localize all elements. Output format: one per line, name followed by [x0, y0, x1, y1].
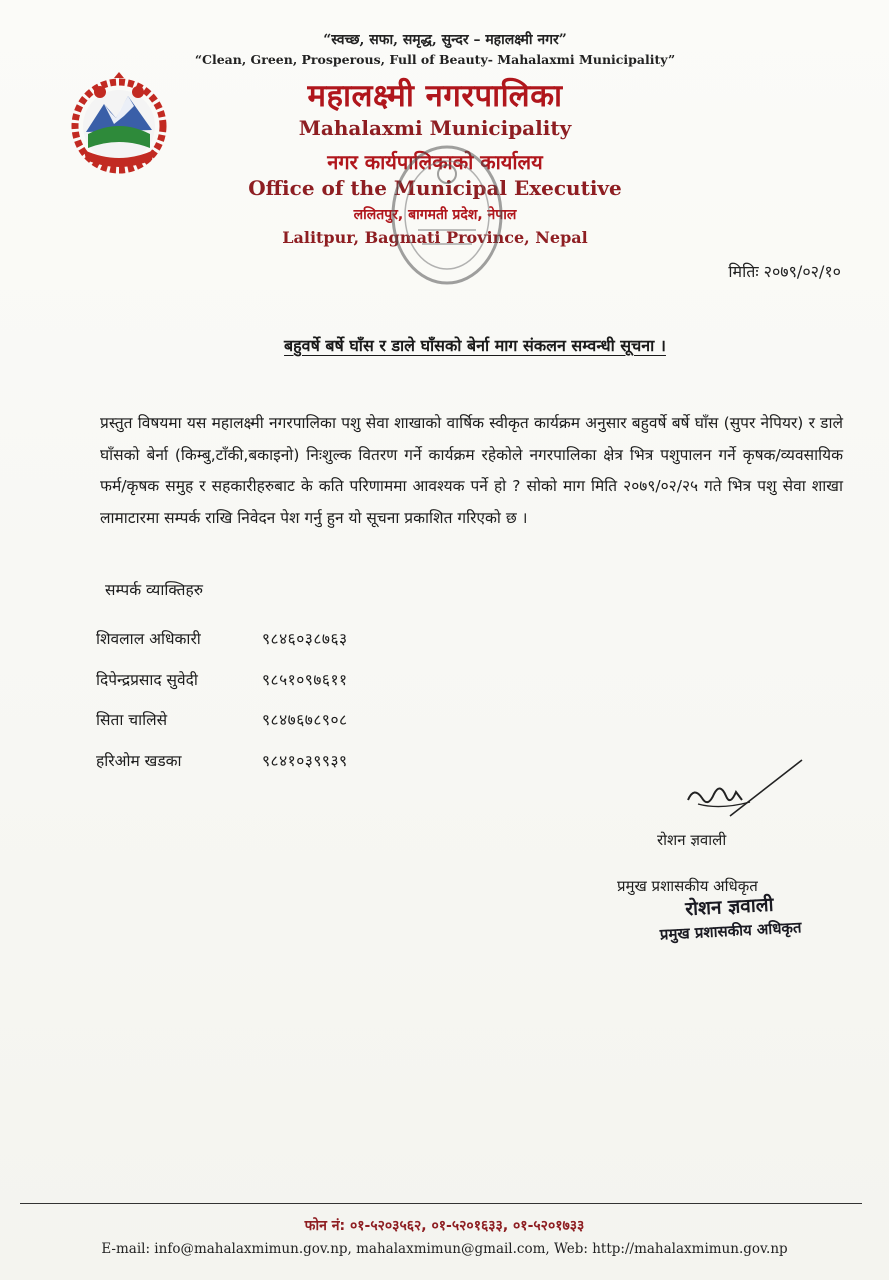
contact-name: हरिओम खडका: [96, 751, 182, 770]
contact-phone: ९८४१०३९९३९: [262, 751, 348, 770]
footer-phone: फोन नं: ०१-५२०३५६२, ०१-५२०१६३३, ०१-५२०१७३३: [304, 1218, 585, 1234]
contacts-heading: सम्पर्क व्याक्तिहरु: [105, 581, 204, 599]
stamp-designation: प्रमुख प्रशासकीय अधिकृत: [659, 918, 802, 944]
signatory-designation: प्रमुख प्रशासकीय अधिकृत: [617, 877, 758, 895]
signatory-name: रोशन ज्ञवाली: [657, 831, 727, 849]
contact-phone: ९८५१०९७६११: [262, 670, 348, 689]
address-english: Lalitpur, Bagmati Province, Nepal: [282, 228, 588, 247]
notice-date: मितिः २०७९/०२/१०: [728, 262, 841, 281]
notice-body: प्रस्तुत विषयमा यस महालक्ष्मी नगरपालिका पशु सेवा शाखाको वार्षिक स्वीकृत कार्यक्रम अनुसार बहुवर्षे बर्षे घाँस (सुपर नेपियर) र डाले घाँसको बेर्ना (किम्बु,टाँकी,बकाइनो) निःशुल्क वितरण गर्ने कार्यक्रम रहेकोले नगरपालिका क्षेत्र भित्र पशुपालन गर्ने कृषक/व्यवसायिक फर्म/कृषक समुह र सहकारीहरुबाट के कति परिणाममा आवश्यक पर्ने हो ? सोको माग मिति २०७९/०२/२५ गते भित्र पशु सेवा शाखा लामाटारमा सम्पर्क राखि निवेदन पेश गर्नु हुन यो सूचना प्रकाशित गरिएको छ ।: [100, 414, 843, 527]
footer-contact: E-mail: info@mahalaxmimun.gov.np, mahalaxmimun@gmail.com, Web: http://mahalaxmimun.gov.np: [101, 1241, 788, 1257]
contact-phone: ९८४६०३८७६३: [262, 630, 348, 649]
notice-subject: बहुवर्षे बर्षे घाँस र डाले घाँसको बेर्ना माग संकलन सम्वन्धी सूचना ।: [284, 336, 666, 355]
contact-row: [96, 699, 516, 740]
motto-nepali: “स्वच्छ, सफा, समृद्ध, सुन्दर – महालक्ष्मी नगर”: [323, 32, 567, 48]
office-round-seal-icon: [388, 140, 506, 290]
contact-row: [96, 659, 516, 700]
contact-name: सिता चालिसे: [96, 711, 168, 730]
nepal-government-emblem-icon: [58, 70, 180, 178]
handwritten-signature-icon: [670, 756, 810, 826]
contact-name: दिपेन्द्रप्रसाद सुवेदी: [96, 670, 198, 689]
office-name-nepali: नगर कार्यपालिकाको कार्यालय: [327, 150, 543, 174]
signatory-stamp: [619, 888, 841, 947]
contact-phone: ९८४७६७८९०८: [262, 711, 348, 730]
motto-english: “Clean, Green, Prosperous, Full of Beauty- Mahalaxmi Municipality”: [194, 52, 676, 67]
contact-row: [96, 618, 516, 659]
address-nepali: ललितपुर, बागमती प्रदेश, नेपाल: [353, 207, 517, 223]
municipality-name-nepali: महालक्ष्मी नगरपालिका: [307, 78, 563, 114]
office-name-english: Office of the Municipal Executive: [248, 176, 622, 200]
contact-name: शिवलाल अधिकारी: [96, 630, 201, 649]
municipality-name-english: Mahalaxmi Municipality: [298, 116, 572, 140]
stamp-name: रोशन ज्ञवाली: [684, 893, 775, 921]
footer-divider: [20, 1203, 862, 1204]
contact-list: [96, 618, 516, 780]
contact-row: [96, 740, 516, 781]
